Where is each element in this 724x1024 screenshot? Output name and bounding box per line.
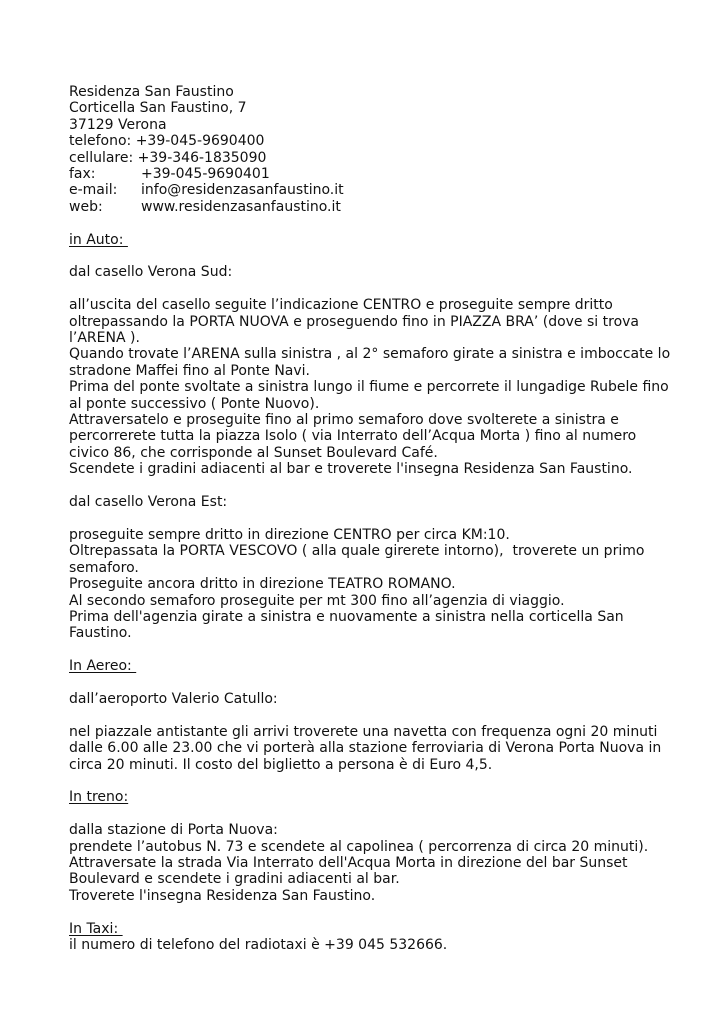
aereo-heading: In Aereo: <box>69 658 137 675</box>
auto-heading: in Auto: <box>69 231 128 248</box>
text-line: Troverete l'insegna Residenza San Faustino. <box>69 887 376 904</box>
fax-value: +39-045-9690401 <box>141 166 270 183</box>
text-line: nel piazzale antistante gli arrivi troverete una navetta con frequenza ogni 20 minuti <box>69 723 658 740</box>
text-line: Scendete i gradini adiacenti al bar e troverete l'insegna Residenza San Faustino. <box>69 461 633 478</box>
email-line <box>69 182 709 198</box>
aeroporto-subheading: dall’aeroporto Valerio Catullo: <box>69 690 278 707</box>
text-line: Prima del ponte svoltate a sinistra lungo il fiume e percorrete il lungadige Rubele fino <box>69 379 669 396</box>
text-line: oltrepassando la PORTA NUOVA e proseguendo fino in PIAZZA BRA’ (dove si trova <box>69 313 640 330</box>
web-label: web: <box>69 198 103 215</box>
text-line: Attraversate la strada Via Interrato dell'Acqua Morta in direzione del bar Sunset <box>69 854 628 871</box>
text-line: Al secondo semaforo proseguite per mt 300 fino all’agenzia di viaggio. <box>69 592 565 609</box>
text-line: Faustino. <box>69 625 132 642</box>
taxi-phone-line: il numero di telefono del radiotaxi è +39 045 532666. <box>69 936 448 953</box>
treno-heading: In treno: <box>69 789 129 806</box>
city-address: 37129 Verona <box>69 116 167 133</box>
fax-label: fax: <box>69 166 96 183</box>
text-line: semaforo. <box>69 559 139 576</box>
text-line: dalla stazione di Porta Nuova: <box>69 822 278 839</box>
text-line: al ponte successivo ( Ponte Nuovo). <box>69 395 320 412</box>
text-line: all’uscita del casello seguite l’indicazione CENTRO e proseguite sempre dritto <box>69 297 613 314</box>
document-page <box>69 84 709 953</box>
text-line: l’ARENA ). <box>69 330 140 347</box>
text-line: Boulevard e scendete i gradini adiacenti al bar. <box>69 871 400 888</box>
mobile-line: cellulare: +39-346-1835090 <box>69 149 267 166</box>
text-line: Oltrepassata la PORTA VESCOVO ( alla quale girerete intorno), troverete un primo <box>69 543 645 560</box>
text-line: civico 86, che corrisponde al Sunset Boulevard Café. <box>69 444 438 461</box>
street-address: Corticella San Faustino, 7 <box>69 100 247 117</box>
verona-sud-subheading: dal casello Verona Sud: <box>69 264 233 281</box>
business-name: Residenza San Faustino <box>69 84 234 100</box>
text-line: Quando trovate l’ARENA sulla sinistra , al 2° semaforo girate a sinistra e imboccate lo <box>69 346 671 363</box>
text-line: stradone Maffei fino al Ponte Navi. <box>69 362 311 379</box>
web-value[interactable]: www.residenzasanfaustino.it <box>141 198 341 215</box>
aereo-directions <box>69 724 709 773</box>
text-line: Attraversatelo e proseguite fino al primo semaforo dove svolterete a sinistra e <box>69 412 619 429</box>
verona-sud-directions <box>69 297 709 477</box>
text-line: dalle 6.00 alle 23.00 che vi porterà alla stazione ferroviaria di Verona Porta Nuova in <box>69 740 662 757</box>
text-line: proseguite sempre dritto in direzione CENTRO per circa KM:10. <box>69 526 510 543</box>
address-block <box>69 84 709 215</box>
fax-line <box>69 166 709 182</box>
text-line: percorrerete tutta la piazza Isolo ( via Interrato dell’Acqua Morta ) fino al numero <box>69 428 637 445</box>
text-line: Prima dell'agenzia girate a sinistra e nuovamente a sinistra nella corticella San <box>69 608 624 625</box>
email-label: e-mail: <box>69 182 118 199</box>
verona-est-directions <box>69 527 709 642</box>
text-line: circa 20 minuti. Il costo del biglietto a persona è di Euro 4,5. <box>69 756 493 773</box>
email-value[interactable]: info@residenzasanfaustino.it <box>141 182 344 199</box>
taxi-heading: In Taxi: <box>69 920 123 937</box>
treno-directions <box>69 822 709 904</box>
text-line: prendete l’autobus N. 73 e scendete al capolinea ( percorrenza di circa 20 minuti). <box>69 838 649 855</box>
web-line <box>69 199 709 215</box>
verona-est-subheading: dal casello Verona Est: <box>69 494 228 511</box>
phone-line: telefono: +39-045-9690400 <box>69 133 265 150</box>
text-line: Proseguite ancora dritto in direzione TEATRO ROMANO. <box>69 576 456 593</box>
